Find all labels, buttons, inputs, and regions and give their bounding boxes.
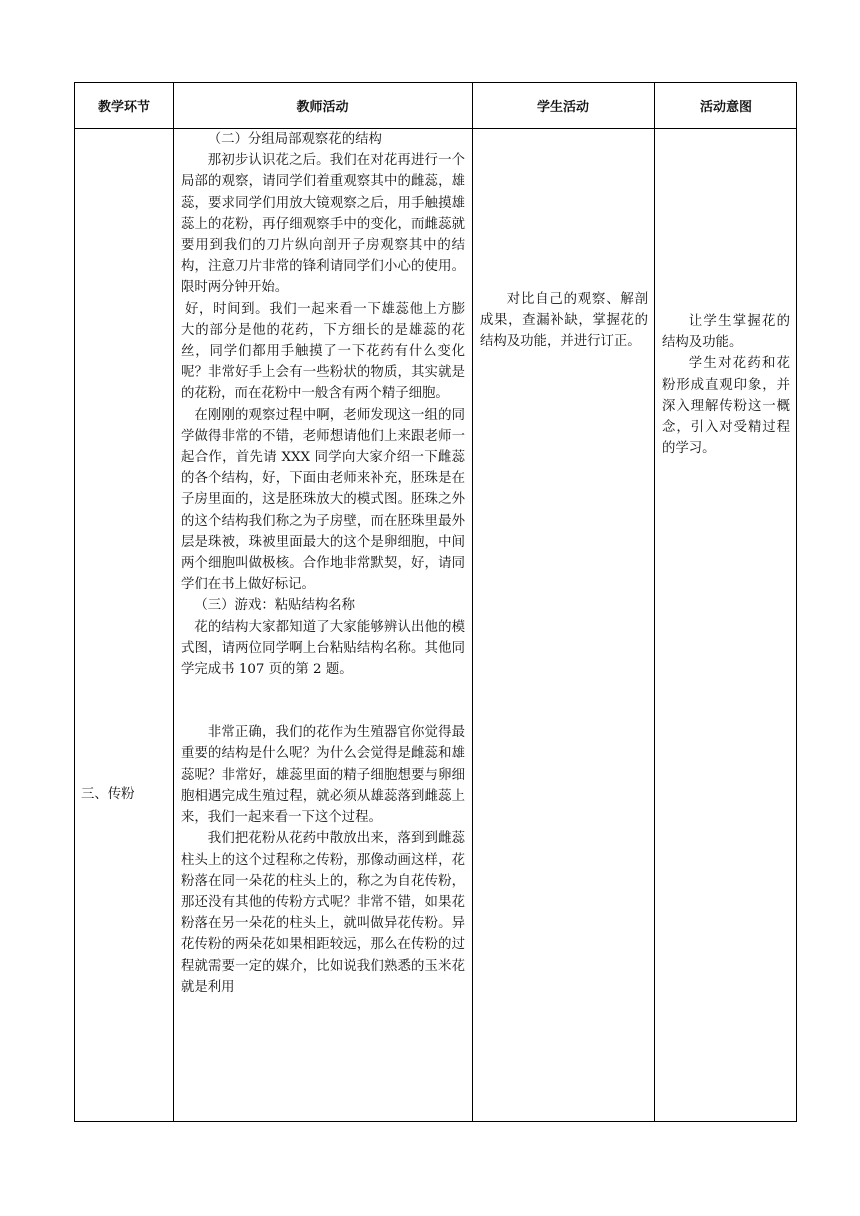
column-divider: [472, 83, 473, 1121]
lesson-plan-table: [74, 82, 797, 1122]
header-teaching-stage: 教学环节: [97, 100, 150, 115]
header-student-activity: 学生活动: [536, 100, 589, 115]
activity-intent-text: [662, 311, 790, 459]
column-divider: [173, 83, 174, 1121]
teacher-subheading-2: （三）游戏：粘贴结构名称: [194, 598, 356, 614]
teacher-paragraph: 非常正确，我们的花作为生殖器官你觉得最重要的结构是什么呢？为什么会觉得是雌蕊和雄蕊呢？非常好，雄蕊里面的精子细胞想要与卵细胞相遇完成生殖过程，就必须从雄蕊落到雌蕊上来，我们一起来看一下这个过程。: [181, 725, 465, 826]
intent-paragraph: 让学生掌握花的结构及功能。: [662, 314, 790, 351]
header-teacher-activity: 教师活动: [296, 100, 349, 115]
teacher-activity-text: [181, 129, 465, 998]
column-divider: [654, 83, 655, 1121]
intent-paragraph: 学生对花药和花粉形成直观印象，并深入理解传粉这一概念，引入对受精过程的学习。: [662, 356, 790, 457]
teacher-paragraph: 花的结构大家都知道了大家能够辨认出他的模式图，请两位同学啊上台粘贴结构名称。其他同学完成书 107 页的第 2 题。: [181, 619, 465, 678]
teacher-paragraph: 好，时间到。我们一起来看一下雄蕊他上方膨大的部分是他的花药，下方细长的是雄蕊的花丝，同学们都用手触摸了一下花药有什么变化呢？非常好手上会有一些粉状的物质，其实就是的花粉，而在花粉中一般含有两个精子细胞。: [181, 301, 465, 402]
teacher-paragraph: 我们把花粉从花药中散放出来，落到到雌蕊柱头上的这个过程称之传粉，那像动画这样，花粉落在同一朵花的柱头上的，称之为自花传粉，那还没有其他的传粉方式呢？非常不错，如果花粉落在另一朵花的柱头上，就叫做异花传粉。异花传粉的两朵花如果相距较远，那么在传粉的过程就需要一定的媒介，比如说我们熟悉的玉米花就是利用: [181, 831, 465, 995]
student-paragraph: 对比自己的观察、解剖成果，查漏补缺，掌握花的结构及功能，并进行订正。: [480, 292, 648, 350]
section-label-pollination: 三、传粉: [81, 787, 135, 802]
teacher-paragraph: 在刚刚的观察过程中啊，老师发现这一组的同学做得非常的不错，老师想请他们上来跟老师一起合作，首先请 XXX 同学向大家介绍一下雌蕊的各个结构，好，下面由老师来补充，胚珠是在子房里面的，这是胚珠放大的模式图。胚珠之外的这个结构我们称之为子房壁，而在胚珠里最外层是珠被，珠被里面最大的这个是卵细胞，中间两个细胞叫做极核。合作地非常默契，好，请同学们在书上做好标记。: [181, 407, 465, 593]
teacher-subheading-1: （二）分组局部观察花的结构: [207, 132, 382, 147]
teacher-paragraph: 那初步认识花之后。我们在对花再进行一个局部的观察，请同学们着重观察其中的雌蕊，雄蕊，要求同学们用放大镜观察之后，用手触摸雄蕊上的花粉，再仔细观察手中的变化，而雌蕊就要用到我们的刀片纵向剖开子房观察其中的结构，注意刀片非常的锋利请同学们小心的使用。限时两分钟开始。: [181, 153, 465, 296]
student-activity-text: [480, 289, 648, 353]
header-activity-intent: 活动意图: [699, 100, 752, 115]
